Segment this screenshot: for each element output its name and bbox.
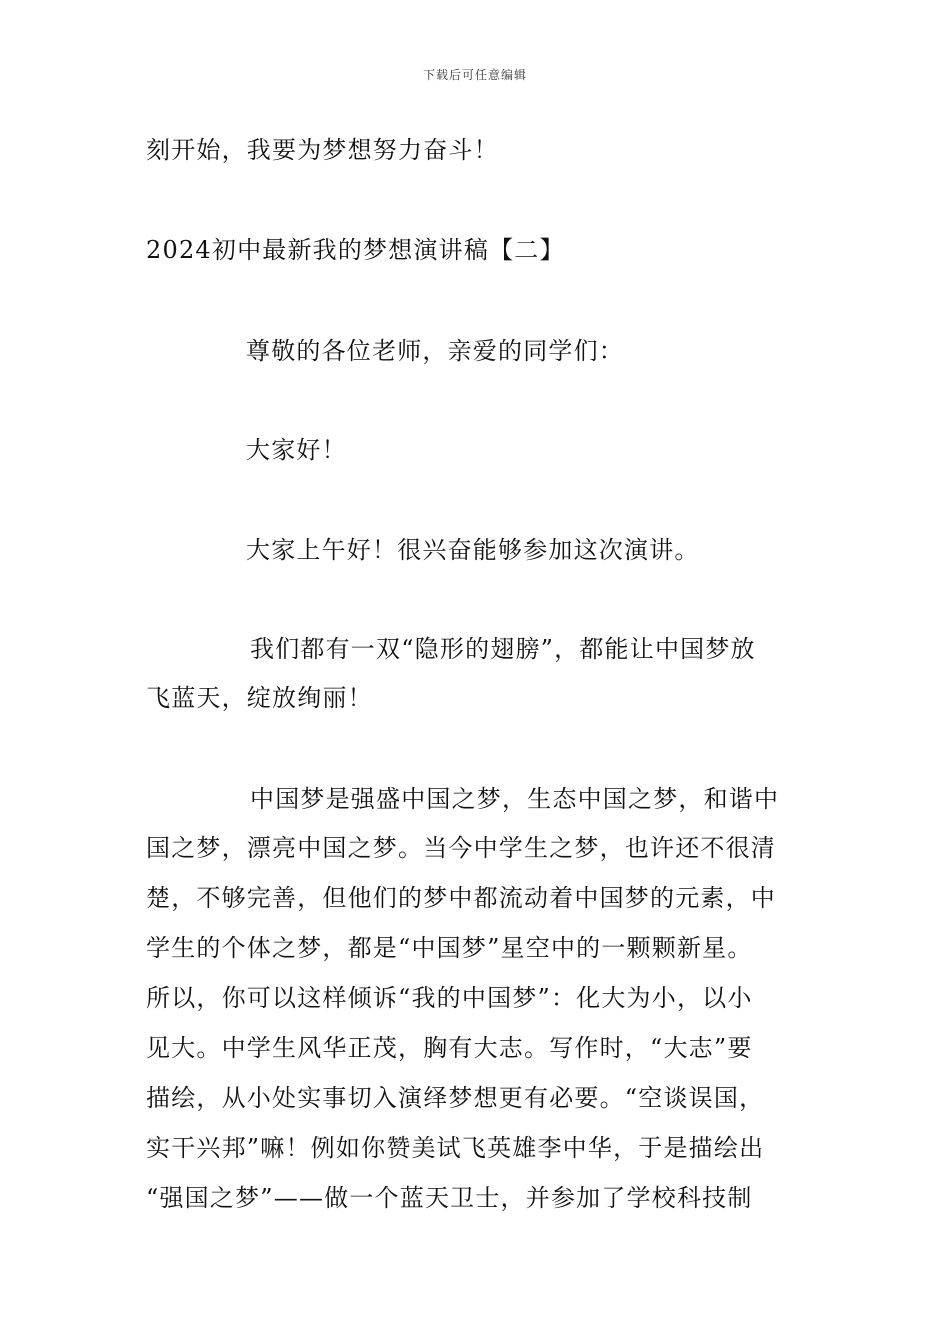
paragraph-line: 大家上午好！很兴奋能够参加这次演讲。 (246, 536, 700, 564)
salutation: 尊敬的各位老师，亲爱的同学们： (246, 337, 624, 365)
paragraph-line: 中国梦是强盛中国之梦，生态中国之梦，和谐中 (250, 785, 780, 813)
greeting: 大家好！ (246, 436, 347, 464)
paragraph-line: 我们都有一双“隐形的翅膀”，都能让中国梦放 (250, 635, 756, 663)
paragraph-line: 所以，你可以这样倾诉“我的中国梦”：化大为小，以小 (146, 984, 753, 1012)
paragraph-line: 描绘，从小处实事切入演绎梦想更有必要。“空谈误国， (146, 1084, 765, 1112)
section-title: 2024初中最新我的梦想演讲稿【二】 (146, 236, 565, 264)
paragraph-line: 刻开始，我要为梦想努力奋斗！ (146, 136, 499, 164)
paragraph-line: 国之梦，漂亮中国之梦。当今中学生之梦，也许还不很清 (146, 834, 776, 862)
paragraph-line: 楚，不够完善，但他们的梦中都流动着中国梦的元素，中 (146, 884, 776, 912)
paragraph-line: 实干兴邦”嘛！例如你赞美试飞英雄李中华，于是描绘出 (146, 1134, 765, 1162)
page-header: 下载后可任意编辑 (422, 68, 527, 82)
paragraph-line: 学生的个体之梦，都是“中国梦”星空中的一颗颗新星。 (146, 934, 753, 962)
paragraph-line: 见大。中学生风华正茂，胸有大志。写作时，“大志”要 (146, 1034, 753, 1062)
paragraph-line: “强国之梦”——做一个蓝天卫士，并参加了学校科技制 (146, 1184, 753, 1212)
paragraph-line: 飞蓝天，绽放绚丽！ (146, 684, 373, 712)
